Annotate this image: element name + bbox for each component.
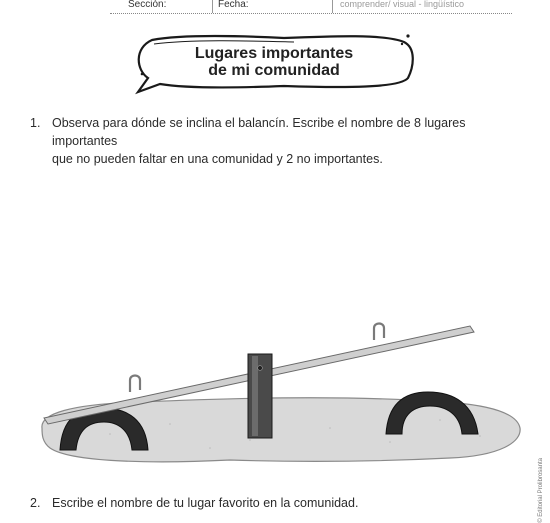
- question-text-line-1: Observa para dónde se inclina el balancín. Escribe el nombre de 8 lugares importantes: [52, 116, 466, 148]
- question-number: 2.: [30, 496, 41, 510]
- header-divider: [332, 0, 333, 13]
- question-text-line-2: que no pueden faltar en una comunidad y 2 no importantes.: [52, 152, 383, 166]
- publisher-note: © Editorial Prolibrosanta: [538, 458, 544, 523]
- right-handle: [374, 324, 384, 341]
- header-strip: [110, 0, 512, 14]
- title-line-2: de mi comunidad: [208, 62, 340, 79]
- date-label: Fecha:: [218, 0, 249, 10]
- seesaw-illustration: [30, 316, 530, 481]
- section-label: Sección:: [128, 0, 167, 10]
- question-text: Escribe el nombre de tu lugar favorito en la comunidad.: [52, 496, 359, 510]
- skills-label: comprender/ visual - lingüístico: [340, 0, 465, 9]
- header-divider: [212, 0, 213, 13]
- title-banner: [124, 26, 424, 96]
- left-handle: [130, 376, 140, 393]
- title-line-1: Lugares importantes: [194, 45, 354, 62]
- page-title: [154, 45, 394, 79]
- question-number: 1.: [30, 116, 41, 130]
- header-underline: [110, 13, 512, 14]
